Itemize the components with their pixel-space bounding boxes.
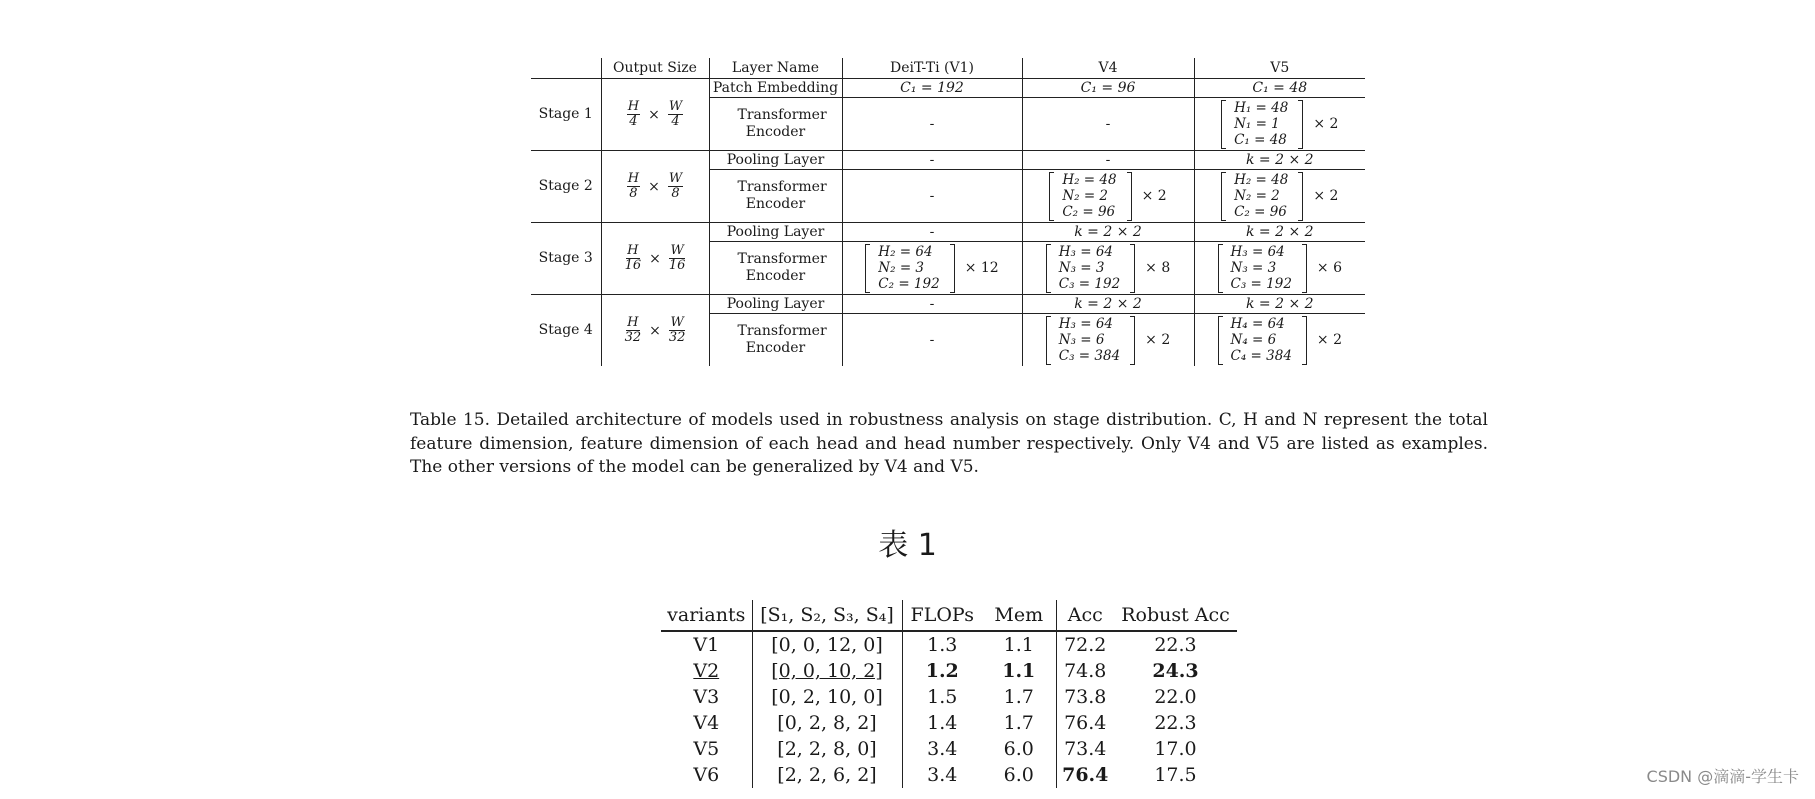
variants-header-acc: Acc	[1056, 600, 1114, 631]
width-fraction	[668, 172, 683, 201]
config-value: k = 2 × 2	[1245, 295, 1314, 312]
variants-table	[661, 600, 1237, 788]
times-symbol: ×	[649, 322, 661, 339]
variants-header-stages: [S₁, S₂, S₃, S₄]	[752, 600, 902, 631]
matrix-entry: N₃ = 3	[1230, 259, 1277, 276]
stage-label: Stage 2	[531, 151, 601, 223]
matrix-block	[865, 244, 998, 293]
matrix-entry: H₂ = 48	[1062, 171, 1117, 188]
variants-header-row	[661, 600, 1237, 631]
matrix-block	[1218, 244, 1343, 293]
mem-cell: 1.7	[982, 710, 1056, 736]
output-size	[601, 151, 709, 223]
matrix-entry: C₃ = 192	[1230, 275, 1292, 292]
acc-cell: 76.4	[1062, 764, 1109, 786]
output-size	[601, 79, 709, 151]
table-row	[531, 223, 1365, 242]
height-fraction	[627, 100, 640, 129]
layer-name: Transformer Encoder	[709, 170, 842, 223]
fraction-numerator: W	[668, 171, 683, 186]
matrix-entry: H₃ = 64	[1230, 243, 1285, 260]
config-value: -	[929, 295, 935, 312]
config-value: k = 2 × 2	[1074, 223, 1142, 240]
config-value: k = 2 × 2	[1245, 151, 1314, 168]
repeat-count: × 6	[1316, 259, 1342, 276]
variants-header-variants: variants	[661, 600, 752, 631]
variant-cell: V5	[661, 736, 752, 762]
matrix-entry: N₃ = 6	[1058, 331, 1105, 348]
arch-body	[531, 79, 1365, 367]
stages-cell: [0, 2, 10, 0]	[752, 684, 902, 710]
matrix-entry: N₁ = 1	[1234, 115, 1280, 132]
stage-label: Stage 4	[531, 295, 601, 367]
variant-cell: V6	[661, 762, 752, 788]
table-row	[661, 710, 1237, 736]
matrix-entry: H₂ = 64	[878, 243, 933, 260]
matrix-entry: N₂ = 2	[1234, 187, 1280, 204]
repeat-count: × 2	[1316, 331, 1342, 348]
table-row	[661, 631, 1237, 658]
matrix-block	[1221, 100, 1338, 149]
cell-v1	[842, 170, 1022, 223]
height-fraction	[625, 244, 642, 273]
mem-cell: 1.7	[982, 684, 1056, 710]
matrix-entry: C₄ = 384	[1230, 347, 1292, 364]
variant-cell: V3	[661, 684, 752, 710]
matrix-block	[1046, 316, 1171, 365]
config-value: C₁ = 48	[1252, 79, 1308, 96]
width-fraction	[669, 244, 686, 273]
matrix-entry: C₃ = 192	[1058, 275, 1121, 292]
cell-v4	[1022, 314, 1194, 367]
repeat-count: × 2	[1145, 331, 1171, 348]
config-value: k = 2 × 2	[1245, 223, 1314, 240]
config-value: -	[929, 223, 935, 240]
output-size	[601, 295, 709, 367]
robust-acc-cell: 17.5	[1154, 764, 1197, 786]
acc-cell: 76.4	[1064, 712, 1107, 734]
matrix-block	[1218, 316, 1343, 365]
matrix-entry: C₂ = 96	[1062, 203, 1116, 220]
repeat-count: × 2	[1141, 187, 1167, 204]
fraction-denominator: 32	[668, 330, 686, 345]
cell-v5	[1194, 98, 1365, 151]
stages-cell: [0, 0, 12, 0]	[752, 631, 902, 658]
fraction-denominator: 32	[624, 330, 642, 345]
acc-cell: 72.2	[1064, 634, 1107, 656]
width-fraction	[669, 316, 686, 345]
acc-cell: 73.8	[1064, 686, 1107, 708]
width-fraction	[668, 100, 683, 129]
architecture-table	[531, 58, 1365, 366]
cell-v1	[842, 98, 1022, 151]
flops-cell: 1.4	[927, 712, 958, 734]
arch-header-layer-name: Layer Name	[709, 58, 842, 79]
table-row	[531, 295, 1365, 314]
config-value: k = 2 × 2	[1074, 295, 1142, 312]
arch-header-v1: DeiT-Ti (V1)	[842, 58, 1022, 79]
cell-v5	[1194, 170, 1365, 223]
layer-name: Transformer Encoder	[709, 314, 842, 367]
variants-header-robust-acc: Robust Acc	[1114, 600, 1237, 631]
variants-header-mem: Mem	[982, 600, 1056, 631]
layer-name: Patch Embedding	[709, 79, 842, 98]
acc-cell: 73.4	[1064, 738, 1107, 760]
repeat-count: × 2	[1313, 187, 1339, 204]
config-value: C₁ = 192	[900, 79, 964, 96]
matrix-entry: N₃ = 3	[1058, 259, 1105, 276]
repeat-count: × 8	[1145, 259, 1171, 276]
output-size	[601, 223, 709, 295]
variant-cell: V4	[661, 710, 752, 736]
layer-name: Pooling Layer	[709, 295, 842, 314]
height-fraction	[625, 316, 642, 345]
cell-v1	[842, 79, 1022, 98]
cell-v5	[1194, 314, 1365, 367]
arch-header-v4: V4	[1022, 58, 1194, 79]
fraction-denominator: 4	[671, 114, 680, 129]
variant-cell: V2	[661, 658, 752, 684]
matrix-entry: C₂ = 96	[1234, 203, 1287, 220]
flops-cell: 1.3	[927, 634, 958, 656]
fraction-numerator: H	[627, 243, 639, 258]
config-value: -	[929, 187, 935, 204]
matrix-entry: C₁ = 48	[1234, 131, 1287, 148]
cell-v5	[1194, 79, 1365, 98]
fraction-denominator: 16	[668, 258, 686, 273]
mem-cell: 6.0	[982, 762, 1056, 788]
cell-v1	[842, 223, 1022, 242]
arch-header-output-size: Output Size	[601, 58, 709, 79]
stages-cell: [0, 0, 10, 2]	[752, 658, 902, 684]
flops-cell: 3.4	[927, 738, 958, 760]
fraction-denominator: 16	[624, 258, 642, 273]
fraction-numerator: H	[627, 171, 640, 186]
fraction-numerator: W	[670, 243, 684, 258]
cell-v4	[1022, 223, 1194, 242]
table-row	[661, 736, 1237, 762]
cell-v5	[1194, 295, 1365, 314]
cell-v1	[842, 242, 1022, 295]
matrix-block	[1046, 244, 1171, 293]
robust-acc-cell: 22.0	[1154, 686, 1197, 708]
layer-name: Transformer Encoder	[709, 98, 842, 151]
stages-cell: [2, 2, 6, 2]	[752, 762, 902, 788]
cell-v4	[1022, 242, 1194, 295]
matrix-entry: H₃ = 64	[1058, 315, 1114, 332]
cell-v5	[1194, 151, 1365, 170]
height-fraction	[627, 172, 640, 201]
table-1-heading: 表 1	[878, 528, 937, 563]
config-value: -	[929, 151, 935, 168]
robust-acc-cell: 17.0	[1154, 738, 1197, 760]
cell-v1	[842, 151, 1022, 170]
stages-cell: [0, 2, 8, 2]	[752, 710, 902, 736]
arch-header-v5: V5	[1194, 58, 1365, 79]
fraction-denominator: 8	[671, 186, 680, 201]
matrix-entry: C₃ = 384	[1058, 347, 1121, 364]
config-value: C₁ = 96	[1080, 79, 1136, 96]
layer-name: Pooling Layer	[709, 151, 842, 170]
mem-cell: 1.1	[982, 658, 1056, 684]
matrix-entry: N₄ = 6	[1230, 331, 1277, 348]
stage-label: Stage 1	[531, 79, 601, 151]
config-value: -	[1105, 151, 1111, 168]
flops-cell: 1.2	[925, 660, 959, 682]
robust-acc-cell: 22.3	[1154, 634, 1197, 656]
matrix-entry: N₂ = 2	[1062, 187, 1109, 204]
stages-cell: [2, 2, 8, 0]	[752, 736, 902, 762]
cell-v4	[1022, 98, 1194, 151]
flops-cell: 1.5	[927, 686, 958, 708]
fraction-numerator: W	[670, 315, 684, 330]
matrix-entry: H₁ = 48	[1234, 99, 1289, 116]
fraction-numerator: H	[627, 315, 639, 330]
layer-name: Pooling Layer	[709, 223, 842, 242]
matrix-block	[1221, 172, 1338, 221]
robust-acc-cell: 22.3	[1154, 712, 1197, 734]
times-symbol: ×	[648, 178, 660, 195]
matrix-entry: H₃ = 64	[1058, 243, 1114, 260]
mem-cell: 6.0	[982, 736, 1056, 762]
acc-cell: 74.8	[1064, 660, 1107, 682]
arch-header-stage	[531, 58, 601, 79]
table-row	[661, 684, 1237, 710]
mem-cell: 1.1	[982, 631, 1056, 658]
times-symbol: ×	[649, 250, 661, 267]
watermark: CSDN @滴滴-学生卡	[1646, 767, 1799, 786]
config-value: -	[929, 115, 935, 132]
cell-v4	[1022, 151, 1194, 170]
matrix-block	[1049, 172, 1166, 221]
cell-v4	[1022, 295, 1194, 314]
table-row	[531, 79, 1365, 98]
fraction-numerator: W	[668, 99, 683, 114]
repeat-count: × 12	[964, 259, 999, 276]
stage-label: Stage 3	[531, 223, 601, 295]
cell-v5	[1194, 223, 1365, 242]
cell-v1	[842, 295, 1022, 314]
variant-cell: V1	[661, 631, 752, 658]
table-row	[661, 762, 1237, 788]
matrix-entry: N₂ = 3	[878, 259, 925, 276]
cell-v5	[1194, 242, 1365, 295]
arch-header-row	[531, 58, 1365, 79]
cell-v4	[1022, 79, 1194, 98]
table-15-caption: Table 15. Detailed architecture of models used in robustness analysis on stage distribution. C, H and N represent the total feature dimension, feature dimension of each head and head number respectively. Only V4 and V5 are listed as examples. The other versions of the model can be generalized by V4 and V5.	[410, 410, 1488, 477]
fraction-denominator: 8	[629, 186, 638, 201]
cell-v4	[1022, 170, 1194, 223]
matrix-entry: H₂ = 48	[1234, 171, 1289, 188]
layer-name: Transformer Encoder	[709, 242, 842, 295]
table-row	[531, 151, 1365, 170]
robust-acc-cell: 24.3	[1152, 660, 1199, 682]
flops-cell: 3.4	[927, 764, 958, 786]
variants-header-flops: FLOPs	[902, 600, 982, 631]
fraction-denominator: 4	[629, 114, 638, 129]
table-row	[661, 658, 1237, 684]
repeat-count: × 2	[1313, 115, 1339, 132]
config-value: -	[929, 331, 935, 348]
times-symbol: ×	[648, 106, 660, 123]
matrix-entry: C₂ = 192	[878, 275, 940, 292]
cell-v1	[842, 314, 1022, 367]
config-value: -	[1105, 115, 1111, 132]
matrix-entry: H₄ = 64	[1230, 315, 1285, 332]
fraction-numerator: H	[627, 99, 640, 114]
